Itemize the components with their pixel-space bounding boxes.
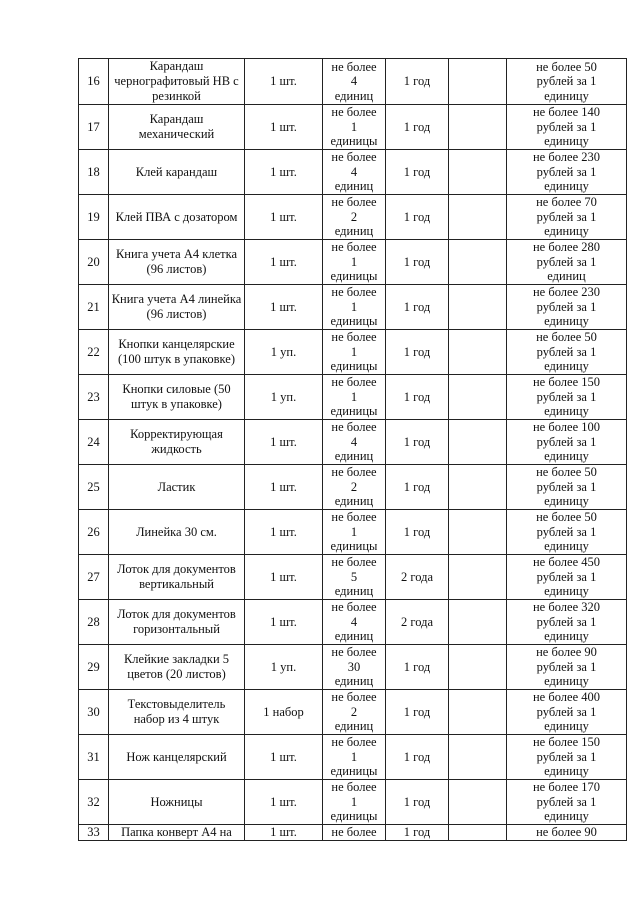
unit-of-measure: 1 шт. (245, 285, 323, 330)
usage-term: 1 год (386, 645, 449, 690)
price-limit-line: не более 150 (532, 735, 601, 750)
table-row (79, 465, 627, 510)
price-limit (507, 825, 627, 841)
price-limit (507, 600, 627, 645)
empty-cell (449, 330, 507, 375)
price-limit-line: не более 50 (536, 59, 597, 74)
table-row (79, 645, 627, 690)
usage-term: 1 год (386, 150, 449, 195)
empty-cell (449, 375, 507, 420)
row-number: 17 (79, 105, 109, 150)
empty-cell (449, 240, 507, 285)
usage-term: 1 год (386, 735, 449, 780)
price-limit-line: единицу (544, 224, 589, 239)
price-limit-line: рублей за 1 (536, 164, 597, 179)
price-limit-line: единицу (544, 719, 589, 734)
empty-cell (449, 690, 507, 735)
unit-of-measure: 1 шт. (245, 105, 323, 150)
price-limit-line: рублей за 1 (536, 704, 597, 719)
usage-term: 1 год (386, 105, 449, 150)
quantity-limit-line: единицы (330, 764, 378, 779)
quantity-limit-line: 5 (350, 569, 358, 584)
usage-term: 1 год (386, 690, 449, 735)
quantity-limit-line: единицы (330, 359, 378, 374)
quantity-limit-line: не более (331, 780, 377, 795)
price-limit-line: не более 230 (532, 150, 601, 165)
item-name: Текстовыделитель набор из 4 штук (109, 690, 245, 735)
price-limit (507, 510, 627, 555)
quantity-limit-line: не более (331, 690, 377, 705)
item-name: Ножницы (109, 780, 245, 825)
table-row (79, 780, 627, 825)
row-number: 27 (79, 555, 109, 600)
empty-cell (449, 825, 507, 841)
price-limit-line: не более 280 (532, 240, 601, 255)
quantity-limit (323, 510, 386, 555)
quantity-limit-line: 1 (350, 344, 358, 359)
quantity-limit (323, 780, 386, 825)
table-row (79, 600, 627, 645)
quantity-limit-line: единицы (330, 404, 378, 419)
unit-of-measure: 1 шт. (245, 600, 323, 645)
empty-cell (449, 285, 507, 330)
price-limit-line: рублей за 1 (536, 254, 597, 269)
empty-cell (449, 600, 507, 645)
empty-cell (449, 555, 507, 600)
usage-term: 1 год (386, 780, 449, 825)
row-number: 32 (79, 780, 109, 825)
quantity-limit-line: 1 (350, 119, 358, 134)
item-name: Клейкие закладки 5 цветов (20 листов) (109, 645, 245, 690)
item-name: Кнопки силовые (50 штук в упаковке) (109, 375, 245, 420)
quantity-limit-line: 2 (350, 704, 358, 719)
quantity-limit (323, 465, 386, 510)
quantity-limit-line: единиц (334, 629, 374, 644)
table-row (79, 105, 627, 150)
item-name: Папка конверт А4 на (109, 825, 245, 841)
item-name: Лоток для документов горизонтальный (109, 600, 245, 645)
empty-cell (449, 59, 507, 105)
row-number: 24 (79, 420, 109, 465)
table-body (79, 59, 627, 841)
quantity-limit-line: единицы (330, 809, 378, 824)
price-limit-line: единицу (544, 314, 589, 329)
table-row (79, 150, 627, 195)
row-number: 16 (79, 59, 109, 105)
unit-of-measure: 1 шт. (245, 735, 323, 780)
table-row (79, 59, 627, 105)
unit-of-measure: 1 шт. (245, 420, 323, 465)
empty-cell (449, 645, 507, 690)
price-limit (507, 645, 627, 690)
price-limit-line: не более 50 (536, 330, 597, 345)
unit-of-measure: 1 шт. (245, 780, 323, 825)
unit-of-measure: 1 уп. (245, 330, 323, 375)
row-number: 30 (79, 690, 109, 735)
price-limit-line: не более 320 (532, 600, 601, 615)
quantity-limit-line: 2 (350, 209, 358, 224)
price-limit-line: не более 400 (532, 690, 601, 705)
price-limit-line: рублей за 1 (536, 119, 597, 134)
price-limit-line: единицу (544, 134, 589, 149)
quantity-limit (323, 195, 386, 240)
price-limit-line: единицу (544, 179, 589, 194)
quantity-limit-line: не более (331, 735, 377, 750)
row-number: 31 (79, 735, 109, 780)
price-limit-line: не более 230 (532, 285, 601, 300)
price-limit (507, 150, 627, 195)
quantity-limit-line: не более (331, 59, 377, 74)
row-number: 21 (79, 285, 109, 330)
price-limit-line: единицу (544, 764, 589, 779)
quantity-limit (323, 600, 386, 645)
supply-table (78, 58, 627, 841)
item-name: Нож канцелярский (109, 735, 245, 780)
unit-of-measure: 1 уп. (245, 645, 323, 690)
quantity-limit-line: единицы (330, 314, 378, 329)
item-name: Карандаш механический (109, 105, 245, 150)
table-row (79, 510, 627, 555)
quantity-limit-line: не более (331, 420, 377, 435)
unit-of-measure: 1 шт. (245, 150, 323, 195)
price-limit (507, 59, 627, 105)
empty-cell (449, 735, 507, 780)
row-number: 28 (79, 600, 109, 645)
row-number: 20 (79, 240, 109, 285)
quantity-limit-line: 4 (350, 614, 358, 629)
quantity-limit-line: не более (331, 195, 377, 210)
price-limit-line: единицу (544, 404, 589, 419)
quantity-limit-line: единицы (330, 539, 378, 554)
price-limit-line: рублей за 1 (536, 299, 597, 314)
usage-term: 1 год (386, 375, 449, 420)
quantity-limit-line: 4 (350, 74, 358, 89)
price-limit-line: единицу (544, 539, 589, 554)
item-name: Книга учета А4 клетка (96 листов) (109, 240, 245, 285)
quantity-limit-line: 2 (350, 479, 358, 494)
quantity-limit (323, 690, 386, 735)
price-limit-line: рублей за 1 (536, 614, 597, 629)
table-row (79, 690, 627, 735)
quantity-limit-line: не более (331, 285, 377, 300)
quantity-limit-line: 1 (350, 749, 358, 764)
quantity-limit (323, 735, 386, 780)
quantity-limit-line: единиц (334, 449, 374, 464)
price-limit-line: единицу (544, 88, 589, 103)
table-row (79, 555, 627, 600)
quantity-limit-line: не более (331, 825, 377, 839)
quantity-limit (323, 825, 386, 841)
quantity-limit (323, 420, 386, 465)
quantity-limit-line: 4 (350, 164, 358, 179)
quantity-limit (323, 555, 386, 600)
unit-of-measure: 1 шт. (245, 195, 323, 240)
price-limit-line: рублей за 1 (536, 209, 597, 224)
price-limit-line: не более 70 (536, 195, 597, 210)
price-limit-line: единицу (544, 449, 589, 464)
unit-of-measure: 1 шт. (245, 510, 323, 555)
quantity-limit (323, 375, 386, 420)
price-limit-line: не более 90 (536, 825, 597, 839)
price-limit-line: единицу (544, 809, 589, 824)
row-number: 33 (79, 825, 109, 841)
unit-of-measure: 1 шт. (245, 555, 323, 600)
quantity-limit-line: 1 (350, 299, 358, 314)
quantity-limit (323, 240, 386, 285)
usage-term: 1 год (386, 285, 449, 330)
usage-term: 2 года (386, 600, 449, 645)
row-number: 29 (79, 645, 109, 690)
quantity-limit-line: единиц (334, 88, 374, 103)
usage-term: 1 год (386, 465, 449, 510)
empty-cell (449, 510, 507, 555)
empty-cell (449, 780, 507, 825)
item-name: Кнопки канцелярские (100 штук в упаковке) (109, 330, 245, 375)
quantity-limit-line: не более (331, 465, 377, 480)
row-number: 19 (79, 195, 109, 240)
quantity-limit-line: 1 (350, 389, 358, 404)
item-name: Корректирующая жидкость (109, 420, 245, 465)
price-limit-line: рублей за 1 (536, 569, 597, 584)
table-row (79, 735, 627, 780)
usage-term: 1 год (386, 195, 449, 240)
quantity-limit (323, 59, 386, 105)
row-number: 26 (79, 510, 109, 555)
table-row (79, 825, 627, 841)
table-row (79, 420, 627, 465)
price-limit-line: не более 150 (532, 375, 601, 390)
price-limit-line: рублей за 1 (536, 389, 597, 404)
empty-cell (449, 105, 507, 150)
usage-term: 1 год (386, 420, 449, 465)
item-name: Линейка 30 см. (109, 510, 245, 555)
quantity-limit-line: 1 (350, 254, 358, 269)
price-limit-line: единицу (544, 494, 589, 509)
table-row (79, 285, 627, 330)
usage-term: 1 год (386, 330, 449, 375)
usage-term: 1 год (386, 825, 449, 841)
price-limit-line: рублей за 1 (536, 74, 597, 89)
quantity-limit-line: единиц (334, 719, 374, 734)
quantity-limit-line: единиц (334, 224, 374, 239)
quantity-limit-line: не более (331, 105, 377, 120)
price-limit-line: единицу (544, 629, 589, 644)
quantity-limit (323, 330, 386, 375)
item-name: Карандаш чернографитовый НВ с резинкой (109, 59, 245, 105)
quantity-limit-line: 1 (350, 524, 358, 539)
unit-of-measure: 1 уп. (245, 375, 323, 420)
table-row (79, 195, 627, 240)
price-limit (507, 555, 627, 600)
price-limit (507, 690, 627, 735)
price-limit-line: не более 140 (532, 105, 601, 120)
price-limit-line: не более 50 (536, 510, 597, 525)
price-limit-line: рублей за 1 (536, 659, 597, 674)
usage-term: 1 год (386, 510, 449, 555)
price-limit (507, 285, 627, 330)
quantity-limit-line: единиц (334, 179, 374, 194)
usage-term: 1 год (386, 240, 449, 285)
price-limit-line: единицу (544, 674, 589, 689)
unit-of-measure: 1 набор (245, 690, 323, 735)
price-limit (507, 240, 627, 285)
price-limit-line: рублей за 1 (536, 794, 597, 809)
quantity-limit-line: 4 (350, 434, 358, 449)
table-row (79, 330, 627, 375)
price-limit-line: единицу (544, 359, 589, 374)
price-limit-line: рублей за 1 (536, 749, 597, 764)
price-limit (507, 735, 627, 780)
price-limit (507, 465, 627, 510)
quantity-limit-line: не более (331, 330, 377, 345)
usage-term: 2 года (386, 555, 449, 600)
usage-term: 1 год (386, 59, 449, 105)
item-name: Лоток для документов вертикальный (109, 555, 245, 600)
table-row (79, 375, 627, 420)
quantity-limit-line: единиц (334, 674, 374, 689)
price-limit-line: не более 170 (532, 780, 601, 795)
unit-of-measure: 1 шт. (245, 240, 323, 285)
quantity-limit-line: не более (331, 510, 377, 525)
item-name: Книга учета А4 линейка (96 листов) (109, 285, 245, 330)
quantity-limit-line: единицы (330, 269, 378, 284)
price-limit (507, 330, 627, 375)
table-row (79, 240, 627, 285)
quantity-limit-line: не более (331, 375, 377, 390)
price-limit (507, 195, 627, 240)
price-limit (507, 420, 627, 465)
item-name: Клей ПВА с дозатором (109, 195, 245, 240)
quantity-limit-line: 30 (347, 659, 361, 674)
quantity-limit-line: не более (331, 240, 377, 255)
row-number: 18 (79, 150, 109, 195)
price-limit (507, 780, 627, 825)
price-limit (507, 375, 627, 420)
row-number: 25 (79, 465, 109, 510)
unit-of-measure: 1 шт. (245, 825, 323, 841)
empty-cell (449, 195, 507, 240)
item-name: Клей карандаш (109, 150, 245, 195)
price-limit-line: рублей за 1 (536, 479, 597, 494)
quantity-limit-line: единиц (334, 494, 374, 509)
quantity-limit (323, 105, 386, 150)
row-number: 22 (79, 330, 109, 375)
unit-of-measure: 1 шт. (245, 465, 323, 510)
quantity-limit-line: единиц (334, 584, 374, 599)
item-name: Ластик (109, 465, 245, 510)
row-number: 23 (79, 375, 109, 420)
quantity-limit (323, 150, 386, 195)
price-limit-line: рублей за 1 (536, 524, 597, 539)
price-limit-line: не более 100 (532, 420, 601, 435)
price-limit-line: единиц (547, 269, 586, 284)
price-limit (507, 105, 627, 150)
price-limit-line: единицу (544, 584, 589, 599)
price-limit-line: не более 50 (536, 465, 597, 480)
quantity-limit-line: не более (331, 150, 377, 165)
quantity-limit-line: не более (331, 600, 377, 615)
empty-cell (449, 420, 507, 465)
price-limit-line: не более 90 (536, 645, 597, 660)
quantity-limit-line: не более (331, 555, 377, 570)
price-limit-line: рублей за 1 (536, 344, 597, 359)
quantity-limit (323, 285, 386, 330)
unit-of-measure: 1 шт. (245, 59, 323, 105)
empty-cell (449, 150, 507, 195)
quantity-limit-line: не более (331, 645, 377, 660)
price-limit-line: рублей за 1 (536, 434, 597, 449)
quantity-limit (323, 645, 386, 690)
price-limit-line: не более 450 (532, 555, 601, 570)
empty-cell (449, 465, 507, 510)
quantity-limit-line: единицы (330, 134, 378, 149)
quantity-limit-line: 1 (350, 794, 358, 809)
